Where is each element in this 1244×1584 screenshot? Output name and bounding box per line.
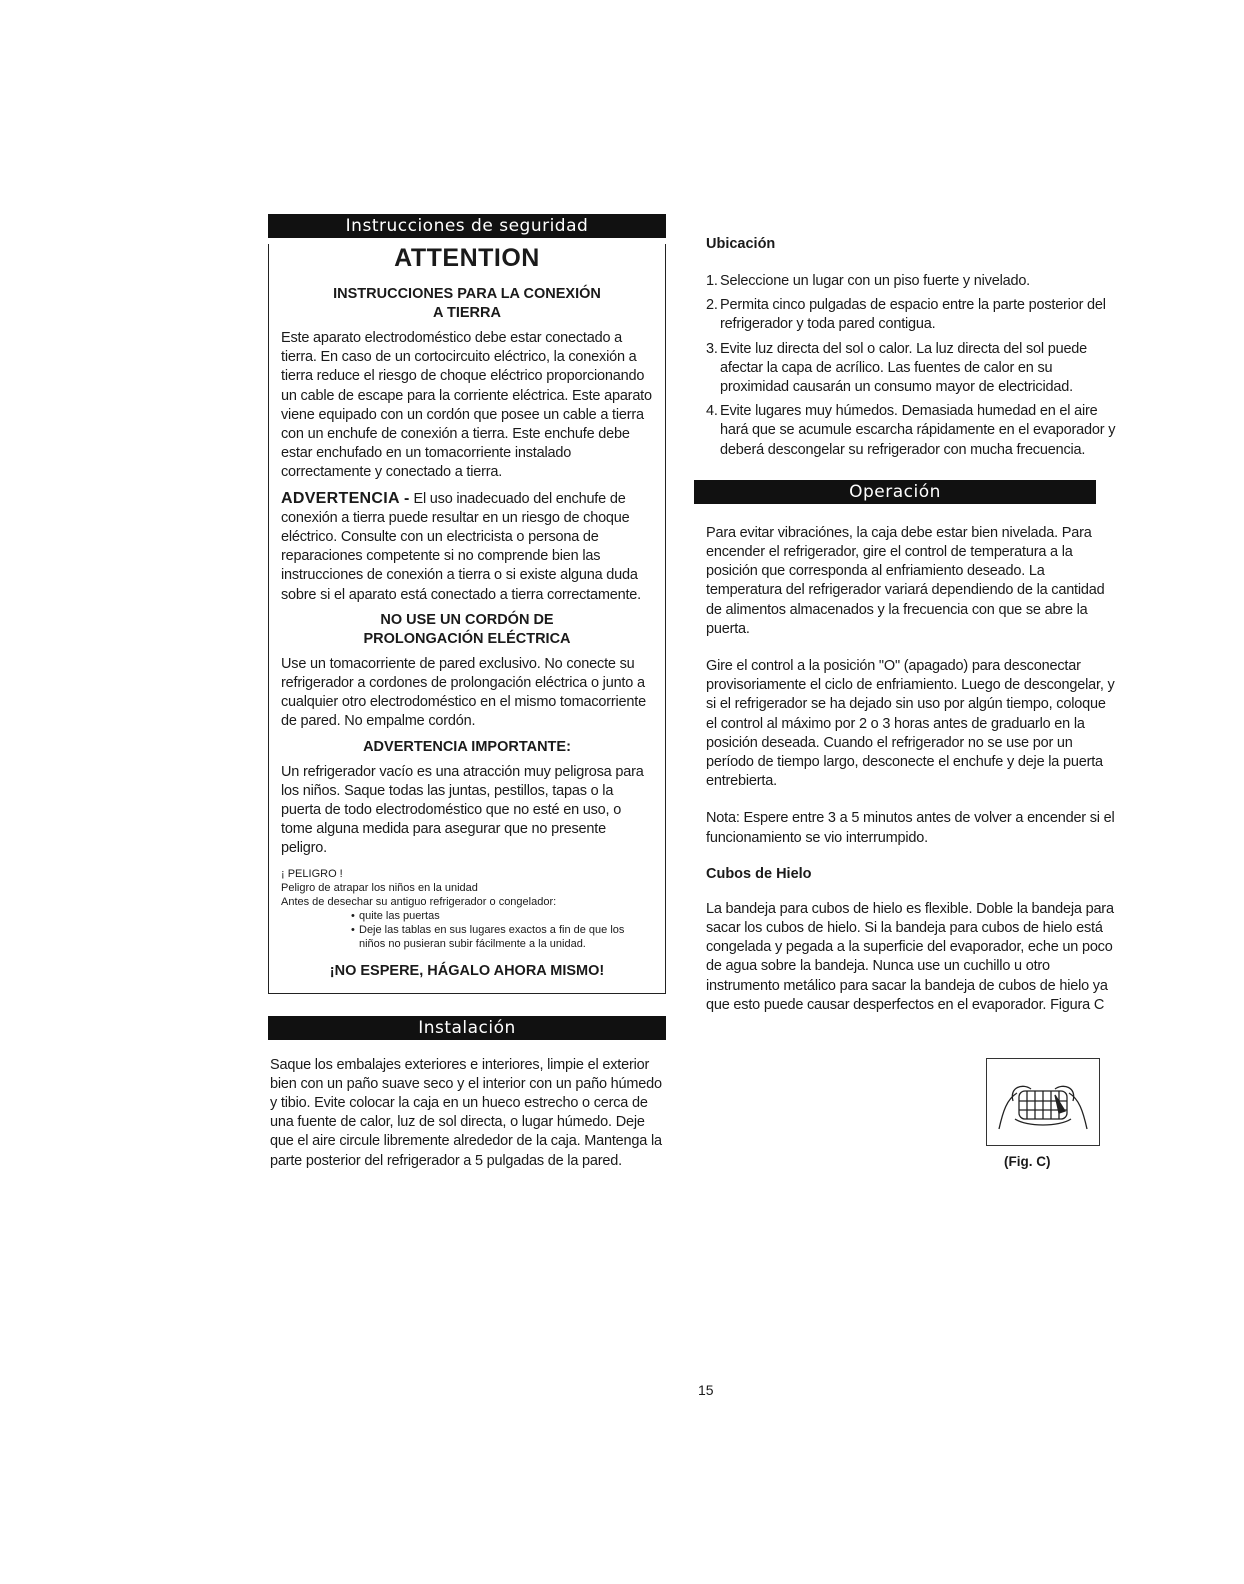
location-item: 2. Permita cinco pulgadas de espacio entre la parte posterior del refrigerador y toda pared contigua. [706, 297, 1106, 333]
danger-bullet-1: • quite las puertas [351, 909, 440, 922]
grounding-title-line-2: A TIERRA [433, 305, 501, 321]
ice-tray-hands-icon [987, 1059, 1099, 1145]
extension-title-line-1: NO USE UN CORDÓN DE [380, 611, 554, 628]
extension-paragraph: Use un tomacorriente de pared exclusivo. No conecte su refrigerador a cordones de prolongación eléctrica o junto a cualquier otro electrodoméstico en el mismo tomacorriente de pared. No empalme cordón. [281, 655, 646, 730]
grounding-paragraph: Este aparato electrodoméstico debe estar conectado a tierra. En caso de un cortocircuito eléctrico, la conexión a tierra reduce el riesgo de choque eléctrico proporcionando un cable de escape para la corriente eléctrica. Este aparato viene equipado con un cordón que posee un cable a tierra con un enchufe de conexión a tierra. Este enchufe debe estar enchufado en un tomacorriente instalado correctamente y conectado a tierra. [281, 330, 652, 481]
page-number: 15 [698, 1382, 714, 1398]
extension-title-line-2: PROLONGACIÓN ELÉCTRICA [363, 630, 571, 647]
final-call-to-action: ¡NO ESPERE, HÁGALO AHORA MISMO! [329, 962, 605, 979]
figure-c-illustration [986, 1058, 1100, 1146]
location-item: 1. Seleccione un lugar con un piso fuerte y nivelado. [706, 273, 1031, 289]
location-title: Ubicación [706, 236, 776, 252]
safety-box [268, 244, 666, 994]
danger-bullet-2: • Deje las tablas en sus lugares exactos a fin de que los niños no pusieran subir fácilmente a la unidad. [351, 923, 625, 950]
danger-block [281, 867, 653, 951]
warning-paragraph [281, 489, 653, 605]
danger-line-2: Antes de desechar su antiguo refrigerador o congelador: [281, 895, 557, 908]
attention-heading: ATTENTION [394, 244, 540, 272]
operation-section-header: Operación [694, 480, 1096, 504]
operation-paragraph-2: Gire el control a la posición "O" (apagado) para desconectar provisoriamente el ciclo de enfriamiento. Luego de descongelar, y si el refrigerador se ha dejado sin uso por algún tiempo, coloque el control al máximo por 2 o 3 horas antes de graduarlo en la posición deseada. Cuando el refrigerador no se use por un período de tiempo largo, desconecte el enchufe y deje la puerta entrebierta. [706, 658, 1115, 790]
figure-caption: (Fig. C) [1004, 1154, 1051, 1169]
safety-section-header: Instrucciones de seguridad [268, 214, 666, 238]
ice-cubes-title: Cubos de Hielo [706, 865, 812, 882]
operation-paragraph-1: Para evitar vibraciónes, la caja debe estar bien nivelada. Para encender el refrigerador, gire el control de temperatura a la posición que corresponda al enfriamiento deseado. La temperatura del refrigerador variará dependiendo de la cantidad de alimentos almacenados y la frecuencia con que se abre la puerta. [706, 524, 1105, 637]
location-item: 3. Evite luz directa del sol o calor. La luz directa del sol puede afectar la capa de acrílico. Las fuentes de calor en su proximidad causarán un consumo mayor de electricidad. [706, 340, 1088, 396]
warning-text: El uso inadecuado del enchufe de conexión a tierra puede resultar en un riesgo de choque eléctrico. Consulte con un electricista o persona de reparaciones competente si no comprende bien las instrucciones de conexión a tierra o si existe alguna duda sobre si el aparato está conectado a tierra correctamente. [281, 490, 641, 603]
danger-title: ¡ PELIGRO ! [281, 867, 343, 880]
warning-lead: ADVERTENCIA - [281, 489, 410, 507]
grounding-title [281, 285, 653, 323]
grounding-title-line-1: INSTRUCCIONES PARA LA CONEXIÓN [333, 286, 601, 302]
location-item: 4. Evite lugares muy húmedos. Demasiada humedad en el aire hará que se acumule escarcha rápidamente en el evaporador y deberá descongelar su refrigerador con mucha frecuencia. [706, 403, 1116, 458]
right-column [706, 236, 1116, 1033]
installation-section-header: Instalación [268, 1016, 666, 1040]
location-list [706, 272, 1116, 460]
important-warning-title: ADVERTENCIA IMPORTANTE: [363, 738, 571, 755]
important-paragraph: Un refrigerador vacío es una atracción muy peligrosa para los niños. Saque todas las juntas, pestillos, tapas o la puerta de todo electrodoméstico que no esté en uso, o tome alguna medida para asegurar que no presente peligro. [281, 763, 644, 857]
note-paragraph: Nota: Espere entre 3 a 5 minutos antes de volver a encender si el funcionamiento se vio interrumpido. [706, 810, 1115, 846]
extension-cord-title [281, 611, 653, 649]
danger-bullets [281, 909, 653, 951]
danger-line-1: Peligro de atrapar los niños en la unidad [281, 881, 478, 894]
left-column [268, 214, 666, 1177]
ice-cubes-paragraph: La bandeja para cubos de hielo es flexible. Doble la bandeja para sacar los cubos de hielo. Si la bandeja para cubos de hielo está congelada y pegada a la superficie del evaporador, eche un poco de agua sobre la bandeja. Nunca use un cuchillo u otro instrumento metálico para sacar la bandeja de cubos de hielo ya que esto puede causar desperfectos en el evaporador. Figura C [706, 900, 1114, 1013]
installation-paragraph: Saque los embalajes exteriores e interiores, limpie el exterior bien con un paño suave seco y el interior con un paño húmedo y tibio. Evite colocar la caja en un hueco estrecho o cerca de una fuente de calor, luz de sol directa, o lugar húmedo. Deje que el aire circule libremente alrededor de la caja. Mantenga la parte posterior del refrigerador a 5 pulgadas de la pared. [270, 1056, 662, 1169]
